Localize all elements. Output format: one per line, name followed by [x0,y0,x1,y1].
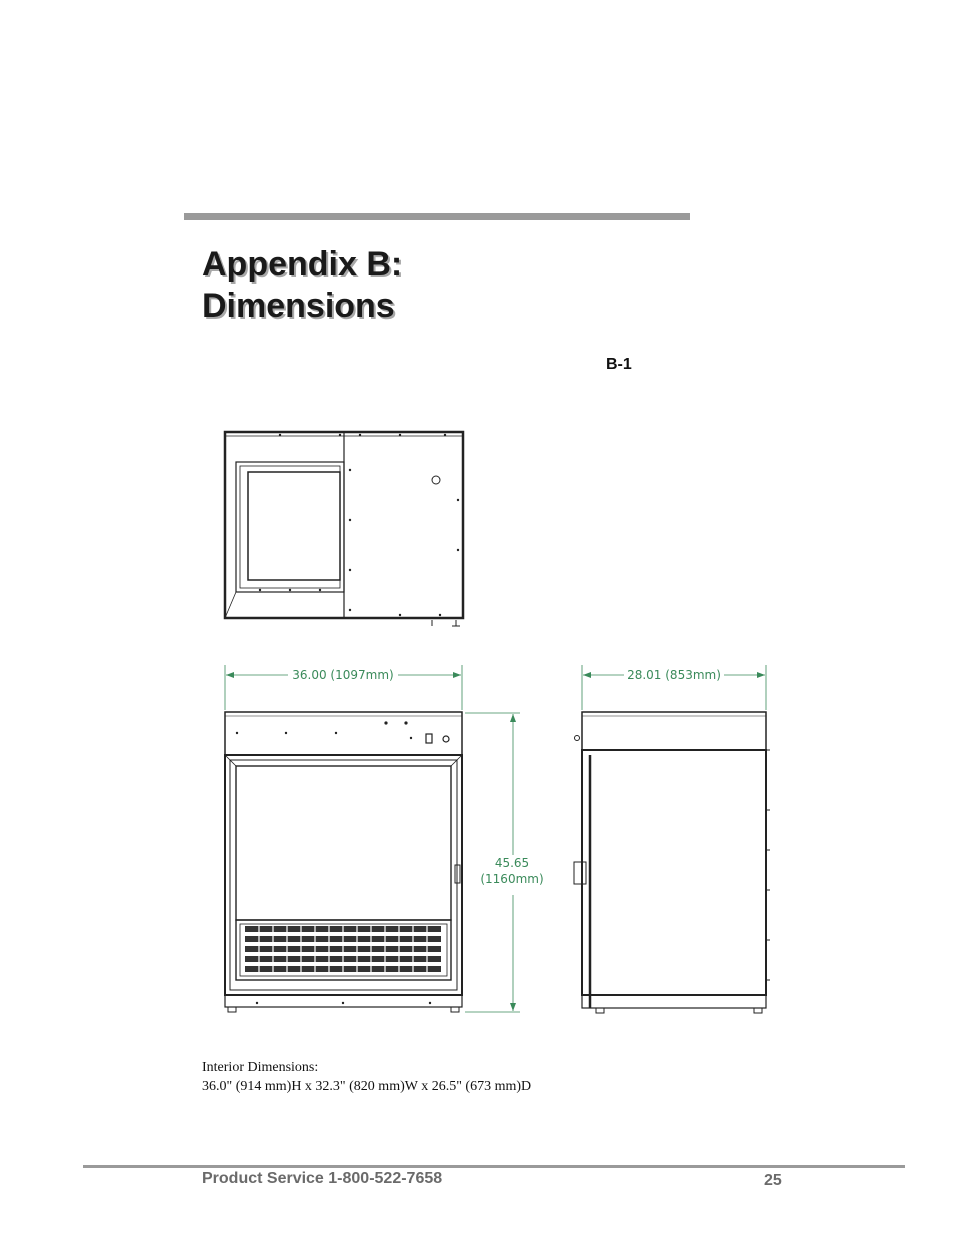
interior-dimensions-title: Interior Dimensions: [202,1060,319,1075]
height-dimension-inches: 45.65 [494,856,530,870]
footer-rule [83,1165,905,1168]
dimension-drawing [200,410,820,1035]
side-view [574,712,770,1013]
footer-service-phone: Product Service 1-800-522-7658 [202,1170,443,1187]
interior-dimensions-value: 36.0" (914 mm)H x 32.3" (820 mm)W x 26.5" (673 mm)D [202,1079,532,1094]
header-rule [184,213,690,220]
title-line-2: Dimensions [202,287,395,325]
height-dimension-mm: (1160mm) [480,872,544,886]
figure-label: B-1 [606,356,632,373]
page-number: 25 [764,1172,782,1189]
title-line-1: Appendix B: [202,245,403,283]
top-view [225,432,463,626]
page-title [202,243,402,327]
top-view-rivets [259,434,459,616]
interior-dimensions [202,1058,531,1096]
depth-dimension-label: 28.01 (853mm) [627,668,721,682]
width-dimension-label: 36.00 (1097mm) [292,668,394,682]
